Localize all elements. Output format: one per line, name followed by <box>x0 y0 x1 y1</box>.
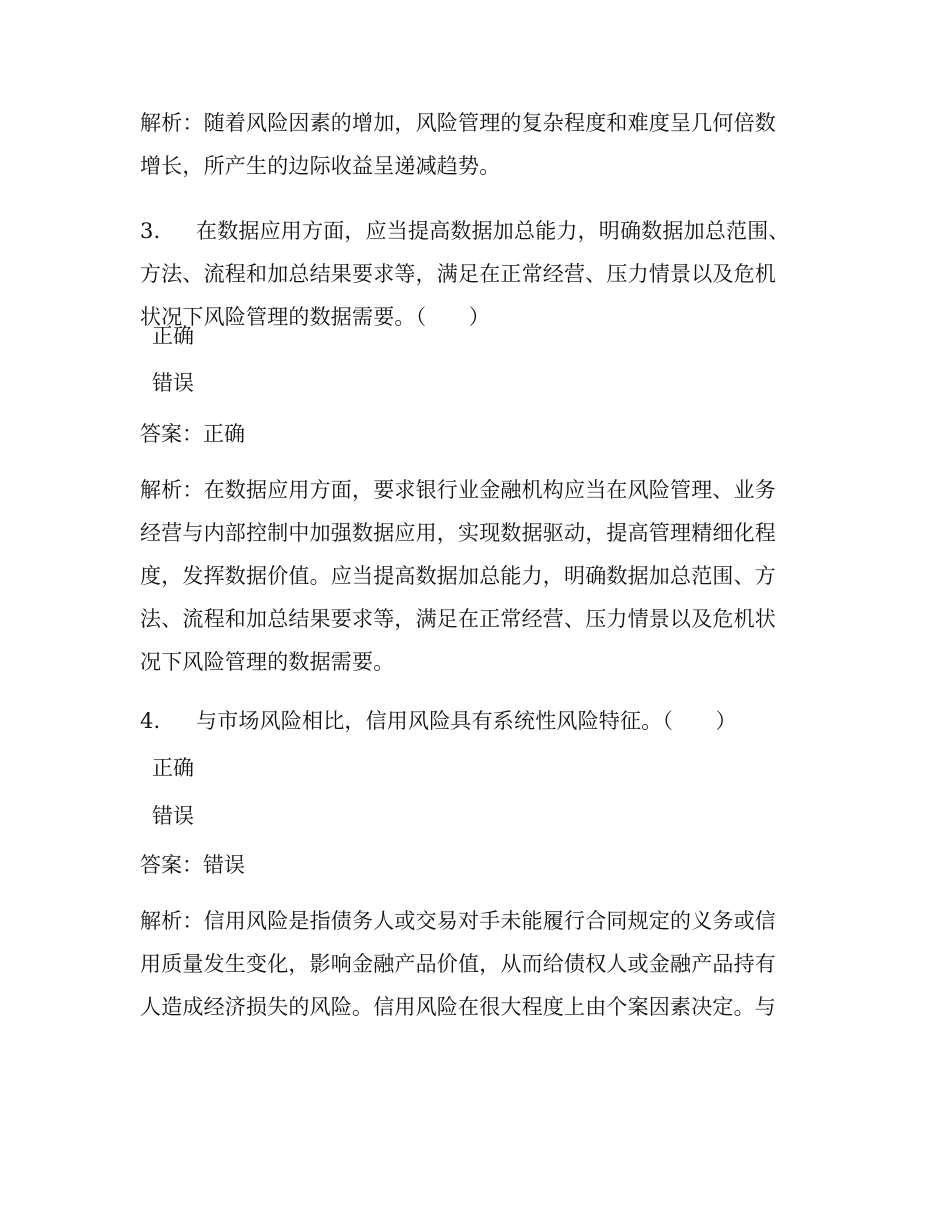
question-3-number: 3. <box>140 219 161 243</box>
analysis-paragraph-prev: 解析：随着风险因素的增加，风险管理的复杂程度和难度呈几何倍数增长，所产生的边际收益呈递减趋势。 <box>140 111 776 178</box>
question-3-answer: 答案：正确 <box>140 422 245 446</box>
question-4-number: 4. <box>140 709 161 733</box>
question-4 <box>140 700 795 743</box>
question-4-analysis: 解析：信用风险是指债务人或交易对手未能履行合同规定的义务或信用质量发生变化，影响金融产品价值，从而给债权人或金融产品持有人造成经济损失的风险。信用风险在很大程度上由个案因素决定。与 <box>140 909 776 1019</box>
question-3-analysis: 解析：在数据应用方面，要求银行业金融机构应当在风险管理、业务经营与内部控制中加强数据应用，实现数据驱动，提高管理精细化程度，发挥数据价值。应当提高数据加总能力，明确数据加总范围、方法、流程和加总结果要求等，满足在正常经营、压力情景以及危机状况下风险管理的数据需要。 <box>140 478 776 674</box>
question-4-option-correct[interactable]: 正确 <box>152 756 194 780</box>
question-4-option-wrong[interactable]: 错误 <box>152 804 194 828</box>
question-3 <box>140 210 795 339</box>
question-4-text: 与市场风险相比，信用风险具有系统性风险特征。（ ） <box>196 709 737 733</box>
question-4-answer: 答案：错误 <box>140 853 245 877</box>
question-3-option-correct[interactable]: 正确 <box>152 324 194 348</box>
question-3-text: 在数据应用方面，应当提高数据加总能力，明确数据加总范围、方法、流程和加总结果要求等，满足在正常经营、压力情景以及危机状况下风险管理的数据需要。（ ） <box>140 219 790 329</box>
question-3-option-wrong[interactable]: 错误 <box>152 371 194 395</box>
